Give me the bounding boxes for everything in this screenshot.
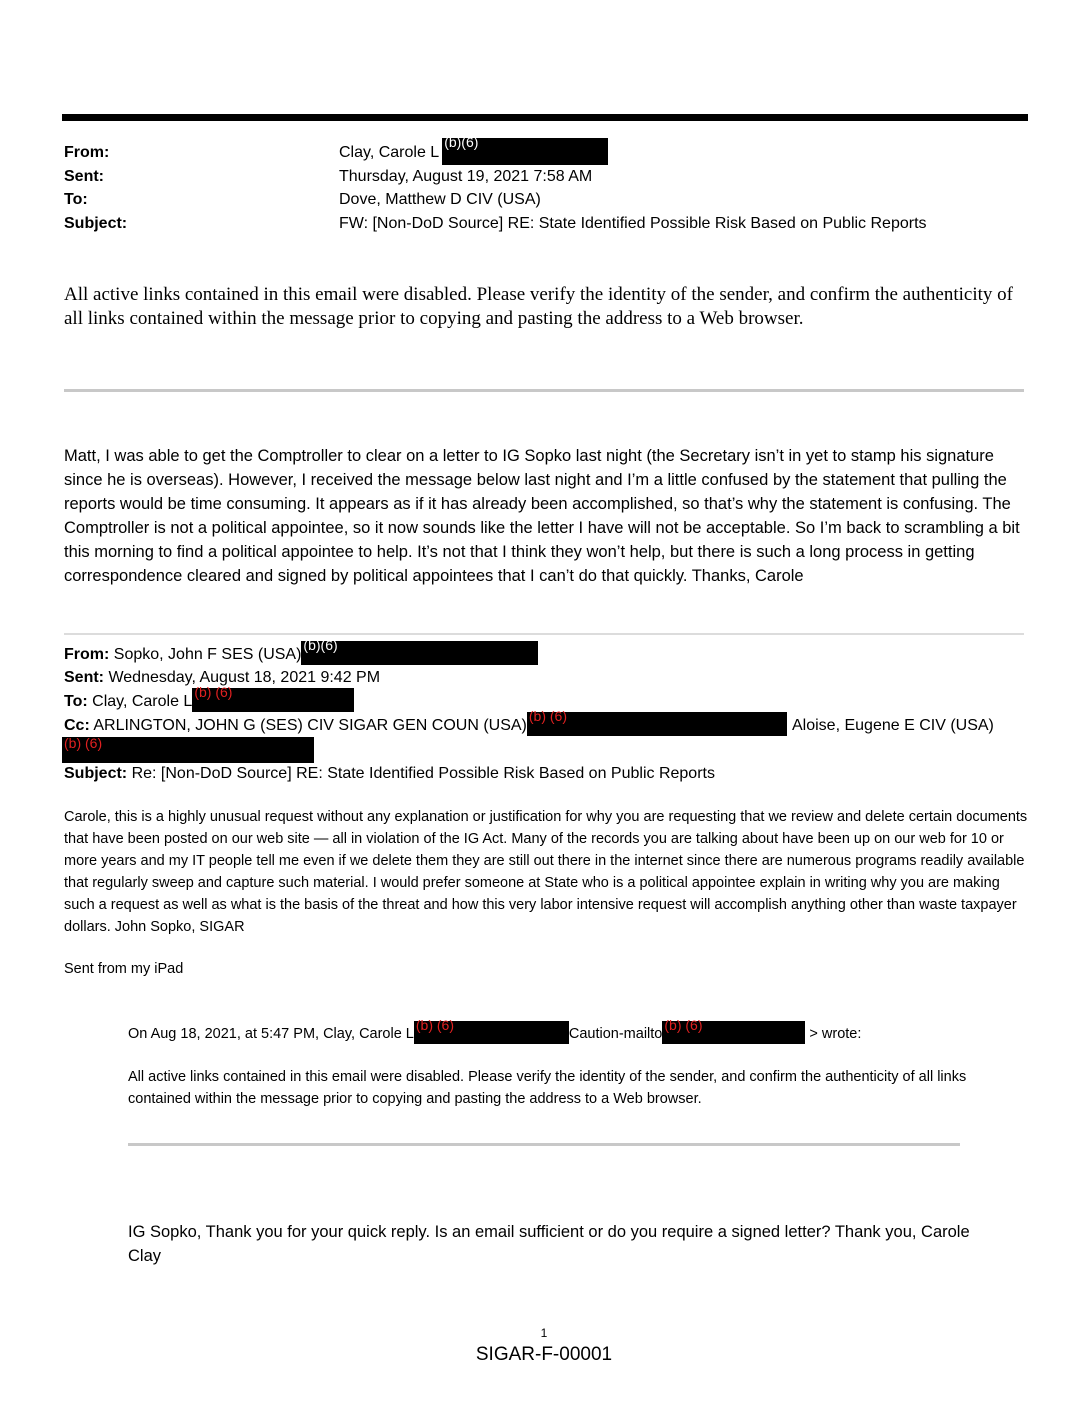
- to-value: Dove, Matthew D CIV (USA): [339, 191, 541, 208]
- fwd-subject-line: [64, 762, 715, 786]
- fwd-to-value: Clay, Carole L: [92, 693, 193, 710]
- message-body: Matt, I was able to get the Comptroller to clear on a letter to IG Sopko last night (the Secretary isn’t in yet to stamp his signature since he is overseas). However, I received the message below last night and I’m a little confused by the statement that pulling the reports would be time consuming. It appears as if it has already been accomplished, so that’s why the statement is confusing. The Comptroller is not a political appointee, so it now sounds like the letter I have will not be acceptable. So I’m back to scrambling a bit this morning to find a political appointee to help. It’s not that I think they won’t help, but there is such a long process in getting correspondence cleared and signed by political appointees that I can’t do that quickly. Thanks, Carole: [64, 447, 1020, 585]
- quote-intro-prefix: On Aug 18, 2021, at 5:47 PM, Clay, Carole L: [128, 1026, 414, 1042]
- divider: [128, 1143, 960, 1146]
- redaction-label: (b)(6): [303, 637, 338, 653]
- fwd-to-line: [64, 684, 354, 714]
- fwd-sent-label: Sent:: [64, 669, 104, 686]
- divider: [64, 633, 1024, 635]
- from-value: Clay, Carole L: [339, 144, 440, 161]
- bates-number: SIGAR-F-00001: [475, 1344, 613, 1365]
- header-top-rule: [62, 114, 1028, 121]
- redaction-label: (b)(6): [444, 134, 479, 150]
- fwd-sent-value: Wednesday, August 18, 2021 9:42 PM: [108, 669, 381, 686]
- subject-label: Subject:: [64, 215, 128, 232]
- redaction-label: (b) (6): [64, 735, 103, 751]
- sopko-message-body: Carole, this is a highly unusual request without any explanation or justification for why you are requesting that we review and delete certain documents that have been posted on our web site — all in violation of the IG Act. Many of the records you are talking about have been up on our web for 10 or more years and my IT people tell me even if we delete them they are still out there in the internet since there are numerous programs readily available that regularly sweep and capture such material. I would prefer someone at State who is a political appointee explain in writing why you are making such a request as well as what is the basis of the threat and how this very labor intensive request will accomplish anything other than waste taxpayer dollars. John Sopko, SIGAR: [64, 809, 1028, 935]
- fwd-to-label: To:: [64, 693, 88, 710]
- fwd-subject-value: Re: [Non-DoD Source] RE: State Identified Possible Risk Based on Public Reports: [131, 765, 715, 782]
- quote-intro-line: [128, 1017, 862, 1046]
- redaction-box: [442, 134, 608, 165]
- redaction-box: [662, 1017, 805, 1044]
- redaction-box: [62, 737, 314, 763]
- page-number: 1: [540, 1326, 548, 1340]
- fwd-cc-value-2: Aloise, Eugene E CIV (USA): [792, 717, 994, 734]
- fwd-cc-line: [64, 708, 787, 738]
- to-label: To:: [64, 191, 88, 208]
- redaction-box: [414, 1017, 569, 1044]
- redaction-box: [527, 708, 787, 736]
- fwd-cc-value: ARLINGTON, JOHN G (SES) CIV SIGAR GEN COUN (USA): [93, 717, 527, 734]
- quote-intro-suffix: > wrote:: [809, 1026, 862, 1042]
- sent-label: Sent:: [64, 168, 104, 185]
- fwd-from-value: Sopko, John F SES (USA): [113, 646, 302, 663]
- fwd-from-label: From:: [64, 646, 110, 663]
- redaction-label: (b) (6): [664, 1017, 703, 1033]
- redaction-label: (b) (6): [528, 708, 567, 724]
- fwd-cc-label: Cc:: [64, 717, 90, 734]
- redaction-box: [192, 684, 354, 712]
- subject-value: FW: [Non-DoD Source] RE: State Identified Possible Risk Based on Public Reports: [339, 215, 927, 232]
- redaction-label: (b) (6): [415, 1017, 454, 1033]
- fwd-from-line: [64, 637, 538, 667]
- redaction-label: (b) (6): [194, 684, 233, 700]
- sent-from-signature: Sent from my iPad: [64, 961, 184, 977]
- quote-intro-mid: Caution-mailto: [568, 1026, 663, 1042]
- from-value-line: [339, 134, 608, 168]
- divider: [64, 389, 1024, 392]
- fwd-subject-label: Subject:: [64, 765, 128, 782]
- links-disabled-notice: All active links contained in this email were disabled. Please verify the identity of the sender, and confirm the authenticity of all links contained within the message prior to copying and pasting the address to a Web browser.: [64, 284, 1013, 329]
- quote-reply-body: IG Sopko, Thank you for your quick reply. Is an email sufficient or do you require a signed letter? Thank you, Carole Clay: [128, 1223, 970, 1265]
- sent-value: Thursday, August 19, 2021 7:58 AM: [339, 168, 593, 185]
- from-label: From:: [64, 144, 110, 161]
- quote-links-notice: All active links contained in this email were disabled. Please verify the identity of the sender, and confirm the authenticity of all links contained within the message prior to copying and pasting the address to a Web browser.: [128, 1069, 967, 1107]
- redaction-box: [301, 637, 538, 665]
